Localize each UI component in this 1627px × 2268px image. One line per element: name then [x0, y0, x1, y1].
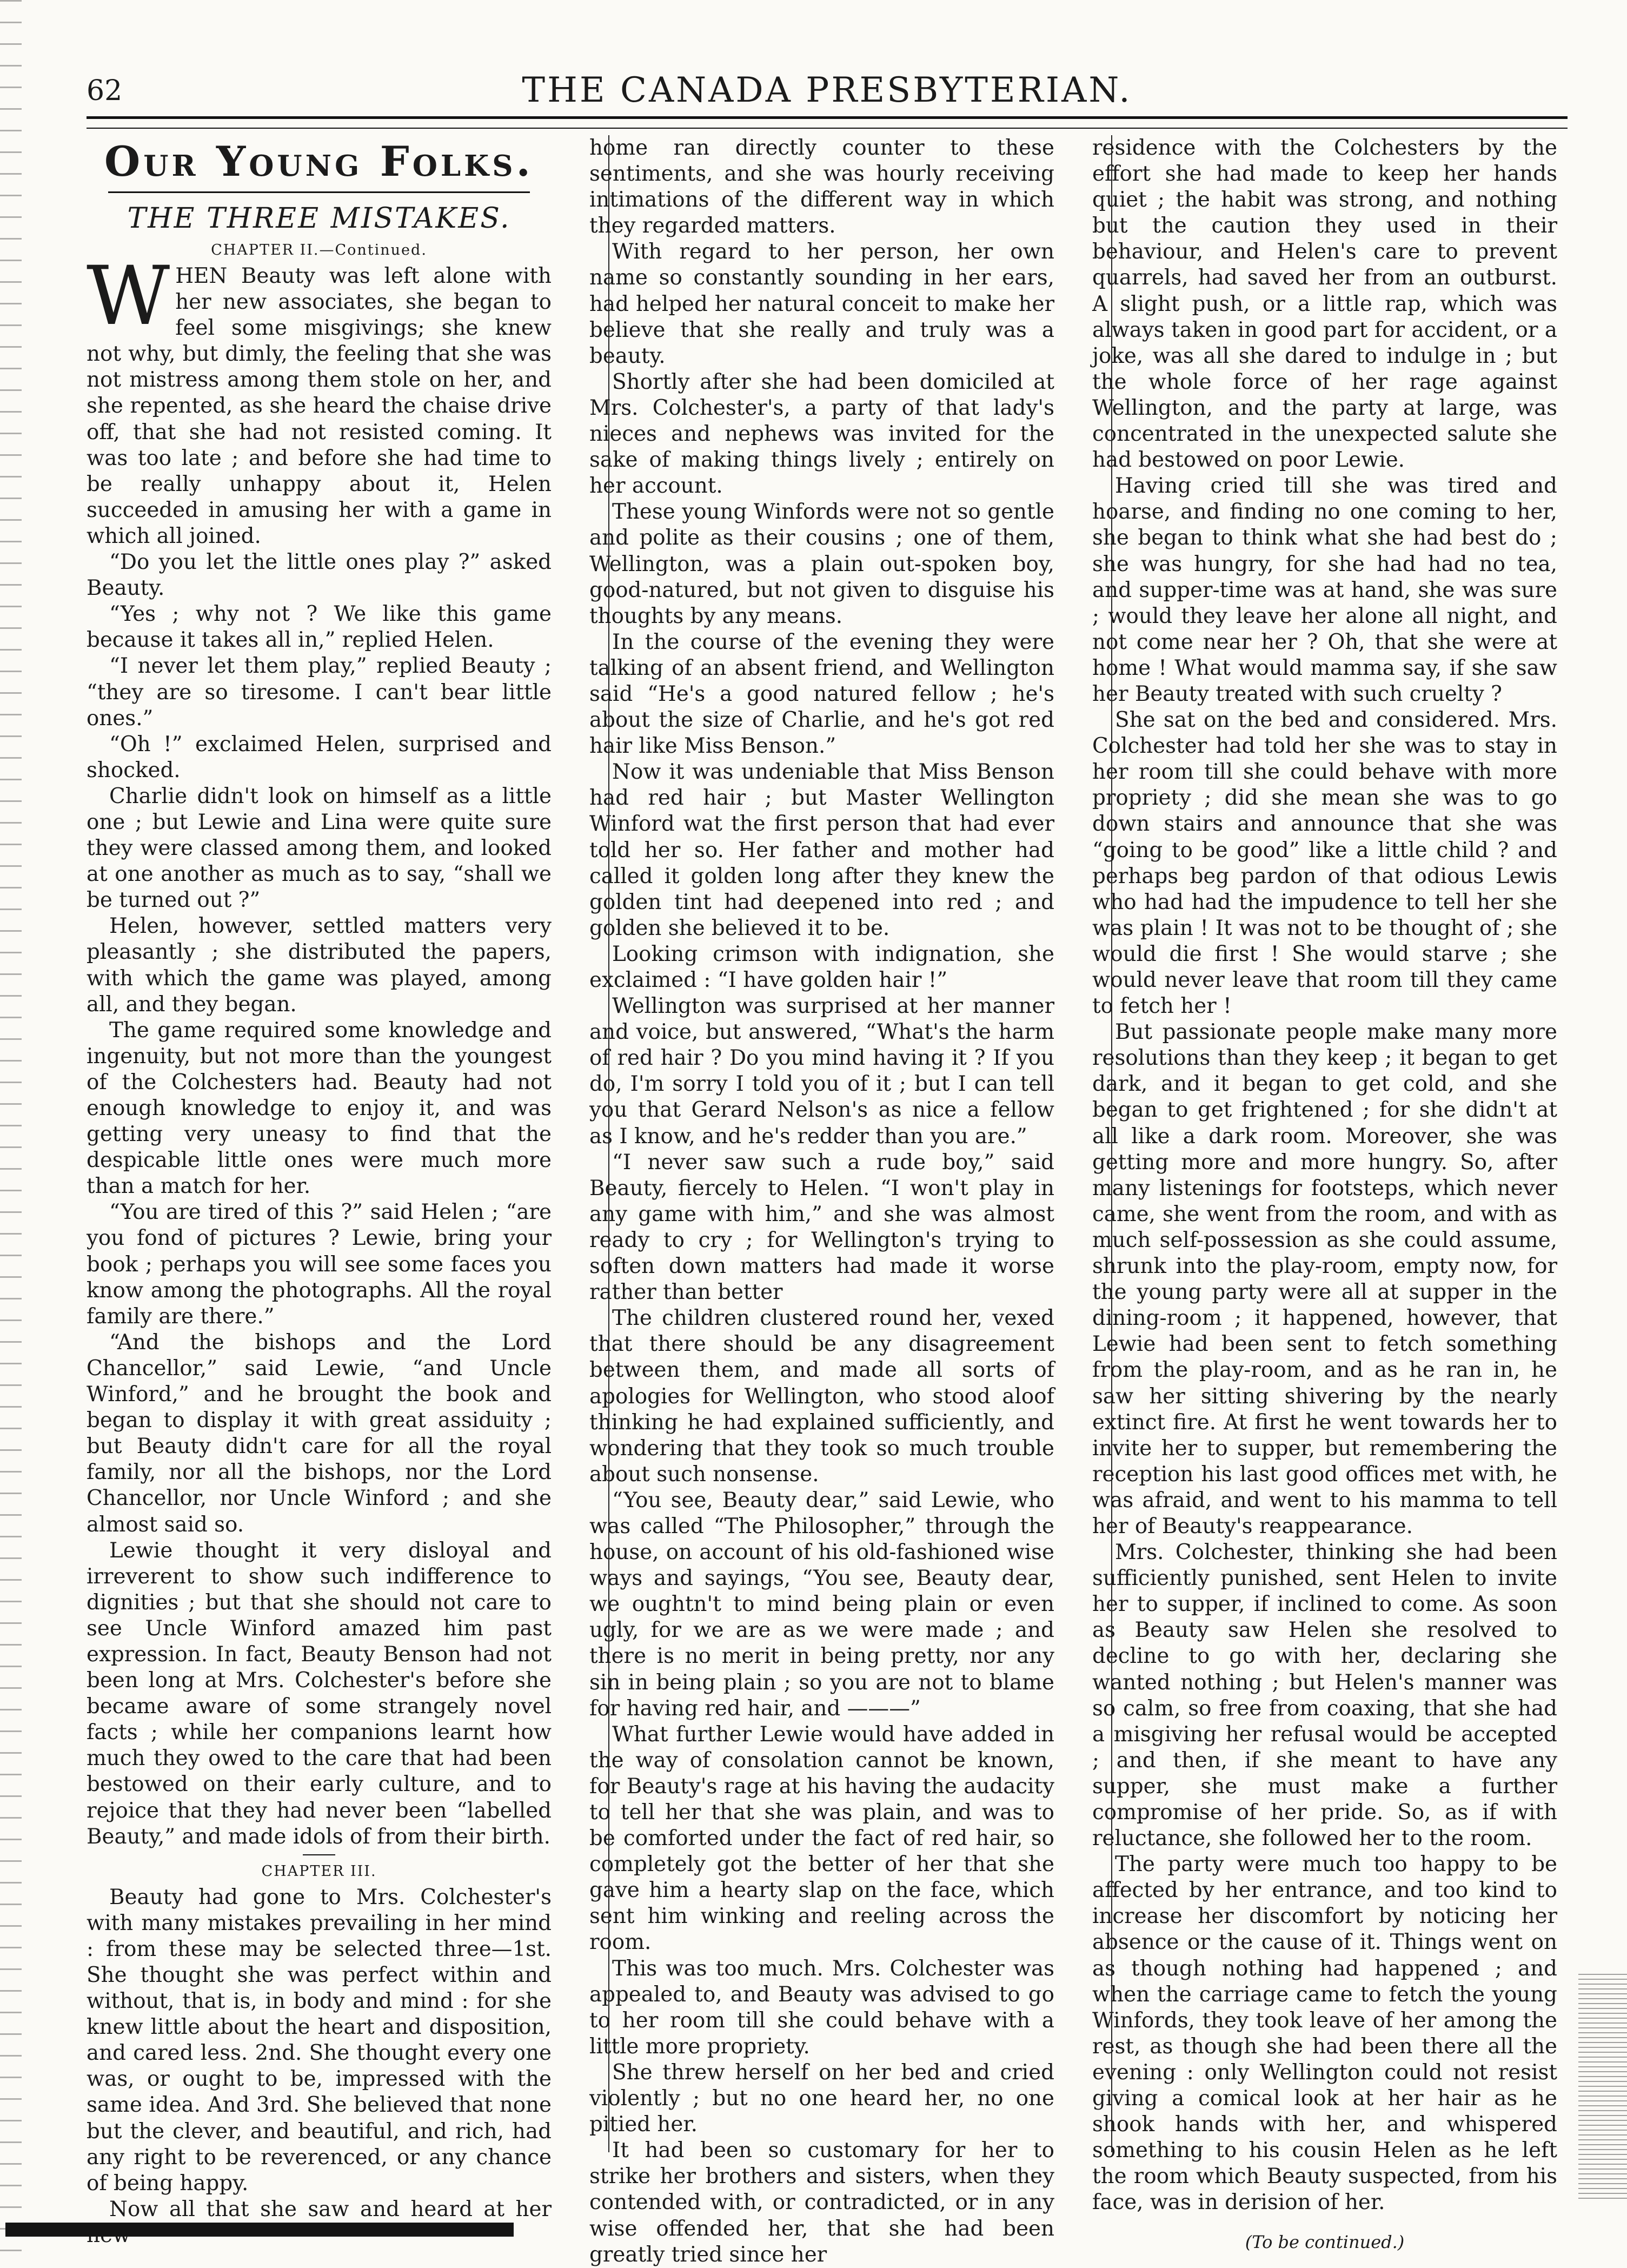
paragraph: Helen, however, settled matters very pleasantly ; she distributed the papers, with which the game was played, among all, and they began.: [87, 914, 552, 1017]
paragraph: She sat on the bed and considered. Mrs. Colchester had told her she was to stay in her room till she could behave with more propriety ; did she mean she was to go down stairs and announce that she was “going to be good” like a little child ? and perhaps beg pardon of that odious Lewis who had had the impudence to tell her she was plain ! It was not to be thought of ; she would die first ! She would starve ; she would never leave that room till they came to fetch her !: [1092, 708, 1557, 1019]
journal-title: THE CANADA PRESBYTERIAN.: [522, 70, 1132, 110]
scan-edge-marks: [0, 0, 22, 2266]
section-heading: Our Young Folks.: [104, 137, 534, 185]
paragraph: Mrs. Colchester, thinking she had been sufficiently punished, sent Helen to invite her to supper, if inclined to come. As soon as Beauty saw Helen she resolved to decline to go with her, declaring she wanted nothing ; but Helen's manner was so calm, so free from coaxing, that she had a misgiving her refusal would be accepted ; and then, if she meant to have any supper, she must make a further compromise of her pride. So, as if with reluctance, she followed her to the room.: [1092, 1540, 1557, 1851]
chapter-divider: [303, 1854, 335, 1855]
paragraph: “And the bishops and the Lord Chancellor,” said Lewie, “and Uncle Winford,” and he brought the book and began to display it with great assiduity ; but Beauty didn't care for all the royal family, nor all the bishops, nor the Lord Chancellor, nor Uncle Winford ; and she almost said so.: [87, 1330, 552, 1537]
section-heading-rule: [108, 191, 530, 193]
story-title: THE THREE MISTAKES.: [127, 202, 511, 235]
paragraph: “You see, Beauty dear,” said Lewie, who was called “The Philosopher,” through the house, on account of his old-fashioned wise ways and sayings, “You see, Beauty dear, we oughtn't to mind being plain or even ugly, for we are as we were made ; and there is no merit in being pretty, nor any sin in being plain ; so you are not to blame for having red hair, and ———”: [589, 1488, 1054, 1721]
paragraph: Looking crimson with indignation, she exclaimed : “I have golden hair !”: [589, 941, 1054, 992]
paragraph: “Yes ; why not ? We like this game because it takes all in,” replied Helen.: [87, 602, 552, 653]
paragraph: With regard to her person, her own name so constantly sounding in her ears, had helped her natural conceit to make her believe that she really and truly was a beauty.: [589, 240, 1054, 368]
paragraph: Lewie thought it very disloyal and irreverent to show such indifference to dignities ; but that she should not care to see Uncle Winford amazed him past expression. In fact, Beauty Benson had not been long at Mrs. Colchester's before she became aware of some strangely novel facts ; while her companions learnt how much they owed to the care that had been bestowed on their early culture, and to rejoice that they had never been “labelled Beauty,” and made idols of from their birth.: [87, 1538, 552, 1849]
paragraph: What further Lewie would have added in the way of consolation cannot be known, for Beauty's rage at his having the audacity to tell her that she was plain, and was to be comforted under the fact of red hair, so completely got the better of her that she gave him a hearty slap on the face, which sent him winking and reeling across the room.: [589, 1722, 1054, 1955]
paragraph: This was too much. Mrs. Colchester was appealed to, and Beauty was advised to go to her room till she could behave with a little more propriety.: [589, 1956, 1054, 2059]
paragraph: “I never let them play,” replied Beauty ; “they are so tiresome. I can't bear little ones.”: [87, 654, 552, 731]
paragraph: Wellington was surprised at her manner and voice, but answered, “What's the harm of red hair ? Do you mind having it ? If you do, I'm sorry I told you of it ; but I can tell you that Gerard Nelson's as nice a fellow as I know, and he's redder than you are.”: [589, 994, 1054, 1149]
paragraph: “You are tired of this ?” said Helen ; “are you fond of pictures ? Lewie, bring your book ; perhaps you will see some faces you know among the photographs. All the royal family are there.”: [87, 1200, 552, 1329]
bottom-scan-bar: [5, 2223, 514, 2237]
column-1: [87, 135, 552, 2221]
paragraph-text: HEN Beauty was left alone with her new associates, she began to feel some misgivings; she knew not why, but dimly, the feeling that she was not mistress among them stole on her, and she repented, as she heard the chaise drive off, that she had not resisted coming. It was too late ; and before she had time to be really unhappy about it, Helen succeeded in amusing her with a game in which all joined.: [87, 264, 552, 548]
paragraph: She threw herself on her bed and cried violently ; but no one heard her, no one pitied her.: [589, 2060, 1054, 2137]
paragraph: In the course of the evening they were talking of an absent friend, and Wellington said “He's a good natured fellow ; he's about the size of Charlie, and he's got red hair like Miss Benson.”: [589, 629, 1054, 759]
paragraph: Shortly after she had been domiciled at Mrs. Colchester's, a party of that lady's nieces and nephews was invited for the sake of making things lively ; entirely on her account.: [589, 369, 1054, 499]
column-3: [1092, 135, 1557, 2252]
paragraph: The game required some knowledge and ingenuity, but not more than the youngest of the Colchesters had. Beauty had not enough knowledge to enjoy it, and was getting very uneasy to find that the despicable little ones were much more than a match for her.: [87, 1018, 552, 1199]
paragraph: The party were much too happy to be affected by her entrance, and too kind to increase her discomfort by noticing her absence or the cause of it. Things went on as though nothing had happened ; and when the carriage came to fetch the young Winfords, they took leave of her among the rest, as though she had been there all the evening : only Wellington could not resist giving a comical look at her hair as he shook hands with her, and whispered something to his cousin Helen as he left the room which Beauty suspected, from his face, was in derision of her.: [1092, 1852, 1557, 2215]
article-columns: [87, 135, 1568, 2267]
paragraph: Having cried till she was tired and hoarse, and finding no one coming to her, she began to think what she had best do ; she was hungry, for she had had no tea, and supper-time was at hand, she was sure ; would they leave her alone all night, and not come near her ? Oh, that she were at home ! What would mamma say, if she saw her Beauty treated with such cruelty ?: [1092, 474, 1557, 706]
paragraph: “Do you let the little ones play ?” asked Beauty.: [87, 550, 552, 601]
scan-speckle: [1578, 1974, 1627, 2201]
column-2: [589, 135, 1054, 2267]
paragraph: Charlie didn't look on himself as a little one ; but Lewie and Lina were quite sure they were classed among them, and looked at one another as much as to say, “shall we be turned out ?”: [87, 784, 552, 913]
paragraph: “I never saw such a rude boy,” said Beauty, fiercely to Helen. “I won't play in any game with him,” and she was almost ready to cry ; for Wellington's trying to soften down matters had made it worse rather than better: [589, 1150, 1054, 1305]
page-number: 62: [87, 75, 123, 107]
drop-cap: W: [87, 249, 170, 343]
paragraph: It had been so customary for her to strike her brothers and sisters, when they contended with, or contradicted, or in any wise offended her, that she had been greatly tried since her: [589, 2138, 1054, 2267]
paragraph: These young Winfords were not so gentle and polite as their cousins ; one of them, Wellington, was a plain out-spoken boy, good-natured, but not given to disguise his thoughts by any means.: [589, 500, 1054, 628]
chapter-heading: CHAPTER II.—Continued.: [211, 242, 427, 258]
paragraph: home ran directly counter to these sentiments, and she was hourly receiving intimations of the different way in which they regarded matters.: [589, 136, 1054, 238]
paragraph: “Oh !” exclaimed Helen, surprised and shocked.: [87, 732, 552, 782]
paragraph: Now all that she saw and heard at her: [109, 2197, 552, 2221]
paragraph: But passionate people make many more resolutions than they keep ; it began to get dark, and it began to get cold, and she began to get frightened ; for she didn't at all like a dark room. Moreover, she was getting more and more hungry. So, after many listenings for footsteps, which never came, she went from the room, and with as much self-possession as she could assume, shrunk into the play-room, empty now, for the young party were all at supper in the dining-room ; it happened, however, that Lewie had been sent to fetch something from the play-room, and as he ran in, he saw her sitting shivering by the nearly extinct fire. At first he went towards her to invite her to supper, but remembering the reception his last good offices met with, he was afraid, and went to his mamma to tell her of Beauty's reappearance.: [1092, 1020, 1557, 1538]
paragraph: The children clustered round her, vexed that there should be any disagreement between them, and made all sorts of apologies for Wellington, who stood aloof thinking he had explained sufficiently, and wondering that they took so much trouble about such nonsense.: [589, 1306, 1054, 1487]
continued-note: (To be continued.): [1245, 2231, 1405, 2252]
paragraph: residence with the Colchesters by the effort she had made to keep her hands quiet ; the habit was strong, and nothing but the caution they used in their behaviour, and Helen's care to prevent quarrels, had saved her from an outburst. A slight push, or a little rap, which was always taken in good part for accident, or a joke, was all she dared to indulge in ; but the whole force of her rage against Wellington, and the party at large, was concentrated in the unexpected salute she had bestowed on poor Lewie.: [1092, 136, 1557, 473]
paragraph: Beauty had gone to Mrs. Colchester's with many mistakes prevailing in her mind : from these may be selected three—1st. She thought she was perfect within and without, that is, in body and mind : for she knew little about the heart and disposition, and cared less. 2nd. She thought every one was, or ought to be, impressed with the same idea. And 3rd. She believed that none but the clever, and beautiful, and rich, had any right to be reverenced, or any chance of being happy.: [87, 1885, 552, 2196]
chapter-heading: CHAPTER III.: [261, 1862, 377, 1880]
header-rule: [87, 116, 1568, 129]
paragraph: Now it was undeniable that Miss Benson had red hair ; but Master Wellington Winford wat the first person that had ever told her so. Her father and mother had called it golden long after they knew the golden tint had deepened into red ; and golden she believed it to be.: [589, 760, 1054, 940]
